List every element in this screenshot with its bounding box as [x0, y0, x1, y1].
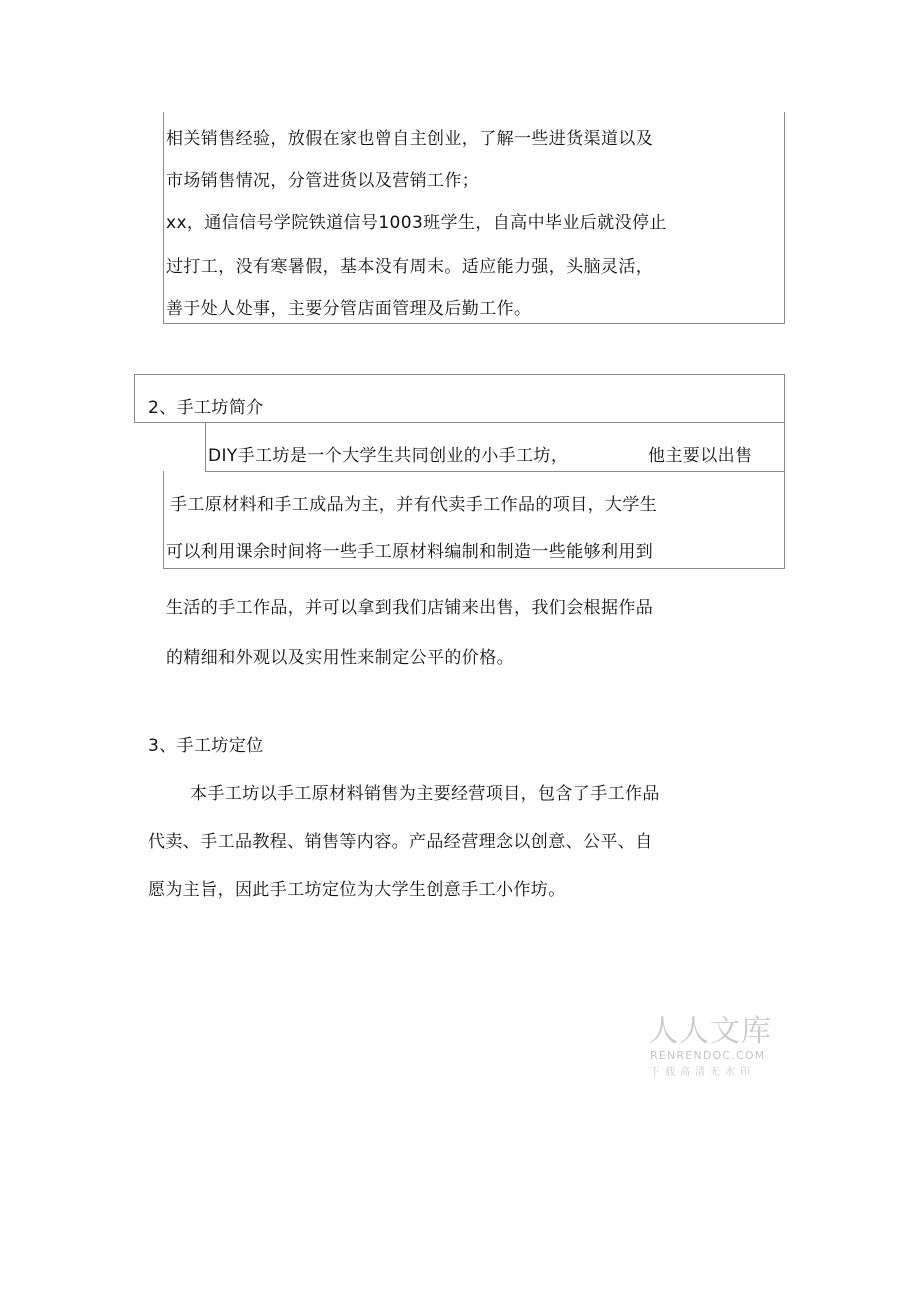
member-line-1: 相关销售经验，放假在家也曾自主创业，了解一些进货渠道以及: [166, 129, 654, 149]
section2-heading: 2、手工坊简介: [148, 398, 264, 418]
section2-line-3: 生活的手工作品，并可以拿到我们店铺来出售，我们会根据作品: [166, 598, 654, 618]
section3-line-1: 本手工坊以手工原材料销售为主要经营项目，包含了手工作品: [190, 784, 660, 804]
watermark-url: RENRENDOC.COM: [650, 1049, 766, 1062]
watermark-subtitle: 下载高清无水印: [650, 1067, 755, 1078]
section2-intro-left: DIY手工坊是一个大学生共同创业的小手工坊，: [208, 446, 569, 466]
section2-line-1: 手工原材料和手工成品为主，并有代卖手工作品的项目，大学生: [170, 495, 658, 515]
section3-line-2: 代卖、手工品教程、销售等内容。产品经营理念以创意、公平、自: [148, 832, 653, 852]
section3-line-3: 愿为主旨，因此手工坊定位为大学生创意手工小作坊。: [148, 880, 566, 900]
member-line-4: 过打工，没有寒暑假，基本没有周末。适应能力强，头脑灵活，: [166, 257, 654, 277]
watermark-logo-text: 人人文库: [648, 1014, 772, 1049]
section2-line-2: 可以利用课余时间将一些手工原材料编制和制造一些能够利用到: [166, 542, 654, 562]
member-line-3: xx，通信信号学院铁道信号1003班学生，自高中毕业后就没停止: [166, 213, 667, 233]
member-line-5: 善于处人处事，主要分管店面管理及后勤工作。: [166, 299, 532, 319]
section2-intro-right: 他主要以出售: [648, 446, 753, 466]
section3-heading: 3、手工坊定位: [148, 736, 264, 756]
section2-line-4: 的精细和外观以及实用性来制定公平的价格。: [166, 648, 514, 668]
member-line-2: 市场销售情况，分管进货以及营销工作；: [166, 171, 480, 191]
